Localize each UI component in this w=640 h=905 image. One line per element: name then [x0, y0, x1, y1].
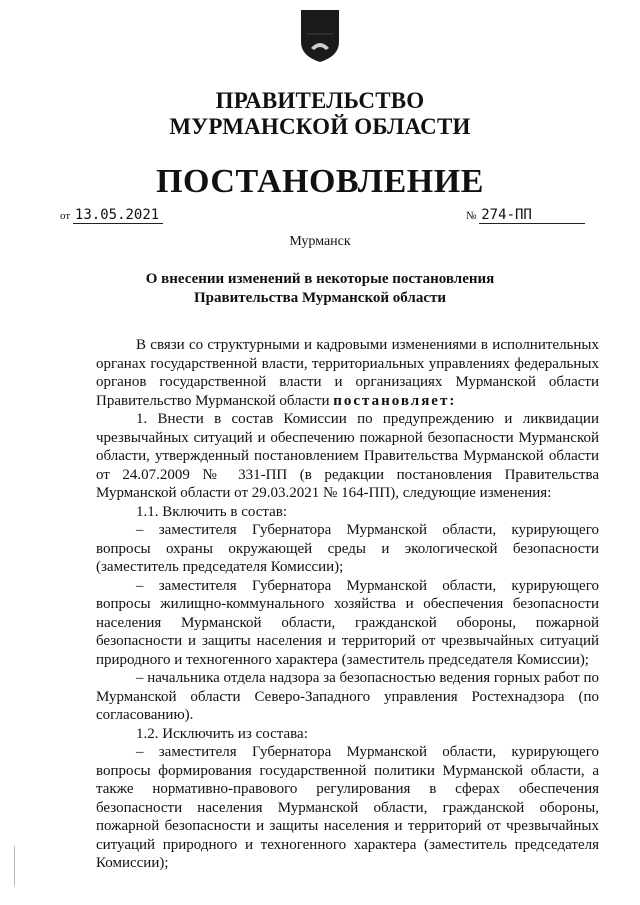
- list-item: – заместителя Губернатора Мурманской области, курирующего вопросы жилищно-коммунального хозяйства и обеспечения безопасности населения Мурманской области, гражданской обороны, пожарной безопасности и защиты населения и территорий от чрезвычайных ситуаций природного и техногенного характера (заместитель председателя Комиссии);: [96, 577, 599, 668]
- government-name-line2: МУРМАНСКОЙ ОБЛАСТИ: [169, 114, 471, 139]
- list-item: – заместителя Губернатора Мурманской области, курирующего вопросы формирования государственной политики Мурманской области, а также нормативно-правового регулирования в сферах обеспечения безопасности населения Мурманской области, гражданской обороны, пожарной безопасности и защиты населения и территорий от чрезвычайных ситуаций природного и техногенного характера (заместитель председателя Комиссии);: [96, 744, 599, 871]
- decree-body: [96, 336, 599, 873]
- government-name-line1: ПРАВИТЕЛЬСТВО: [215, 88, 425, 113]
- number-label: №: [466, 210, 477, 222]
- date-value: 13.05.2021: [73, 208, 163, 224]
- decree-title: ПОСТАНОВЛЕНИЕ: [156, 163, 484, 200]
- preamble-text: В связи со структурными и кадровыми изменениями в исполнительных органах государственной власти, территориальных управлениях федеральных органов государственной власти и организациях Мурманской области Правительство Мурманской области: [96, 337, 599, 409]
- paragraph-preamble: [96, 336, 599, 410]
- paragraph-1: 1. Внести в состав Комиссии по предупреждению и ликвидации чрезвычайных ситуаций и обеспечению пожарной безопасности Мурманской области, утвержденный постановлением Правительства Мурманской области от 24.07.2009 № 331-ПП (в редакции постановления Правительства Мурманской области от 29.03.2021 № 164-ПП), следующие изменения:: [96, 411, 599, 501]
- list-item: – начальника отдела надзора за безопасностью ведения горных работ по Мурманской области Северо-Западного управления Ростехнадзора (по согласованию).: [96, 670, 599, 723]
- decree-number: [466, 208, 585, 224]
- decree-subject: [0, 270, 640, 308]
- subject-line2: Правительства Мурманской области: [193, 290, 447, 306]
- paragraph-1-2: 1.2. Исключить из состава:: [136, 725, 308, 742]
- preamble-keyword: постановляет:: [333, 392, 457, 409]
- subject-line1: О внесении изменений в некоторые постановления: [145, 271, 495, 287]
- list-item: – заместителя Губернатора Мурманской области, курирующего вопросы охраны окружающей среды и экологической безопасности (заместитель председателя Комиссии);: [96, 522, 599, 575]
- paragraph-1-1: 1.1. Включить в состав:: [136, 503, 288, 520]
- coat-of-arms-icon: [299, 8, 341, 64]
- scan-edge-mark: [14, 846, 15, 886]
- date-label: от: [60, 210, 71, 222]
- decree-date: [60, 208, 163, 224]
- number-value: 274-ПП: [479, 208, 585, 224]
- city: Мурманск: [289, 234, 351, 249]
